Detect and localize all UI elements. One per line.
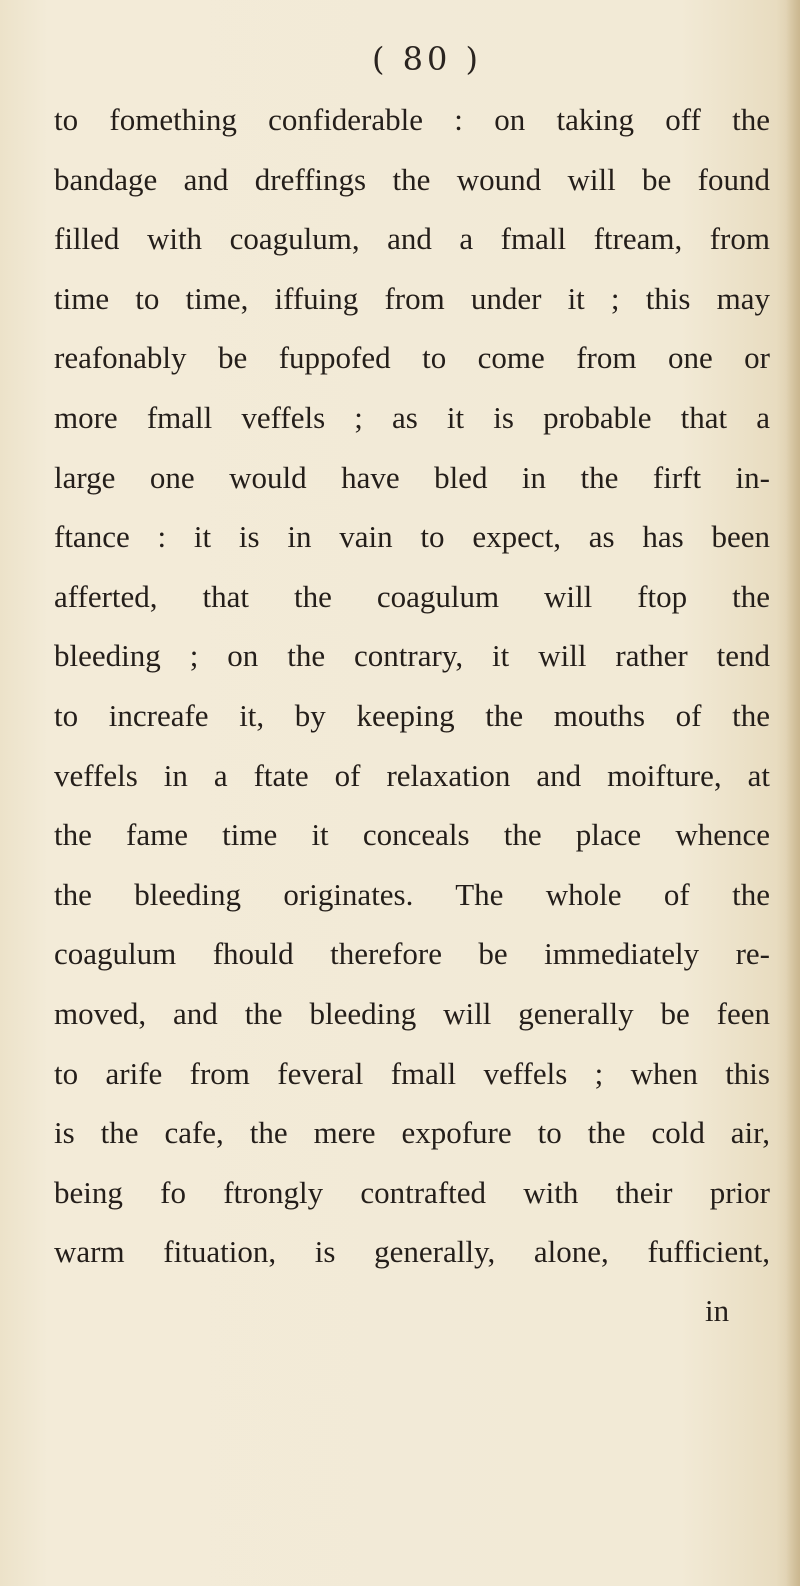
text-line: more fmall veffels ; as it is probable that a xyxy=(54,399,770,435)
body-text xyxy=(54,90,770,1282)
text-line: is the cafe, the mere expofure to the cold air, xyxy=(54,1115,770,1151)
text-line: the fame time it conceals the place whence xyxy=(54,817,770,853)
text-line: being fo ftrongly contrafted with their prior xyxy=(54,1174,770,1210)
page-edge-shadow xyxy=(786,0,800,1586)
text-line: coagulum fhould therefore be immediately re- xyxy=(54,936,770,972)
catchword: in xyxy=(705,1293,730,1328)
text-line: filled with coagulum, and a fmall ftream, from xyxy=(54,221,770,257)
text-line: warm fituation, is generally, alone, fufficient, xyxy=(54,1234,770,1270)
text-line: moved, and the bleeding will generally be feen xyxy=(54,995,770,1031)
text-line: time to time, iffuing from under it ; this may xyxy=(54,280,770,316)
text-line: the bleeding originates. The whole of the xyxy=(54,876,770,912)
text-line: afferted, that the coagulum will ftop the xyxy=(54,578,770,614)
text-line: to fomething confiderable : on taking off the xyxy=(54,102,770,137)
text-line: ftance : it is in vain to expect, as has been xyxy=(54,519,770,555)
page-number: ( 80 ) xyxy=(372,40,483,78)
text-line: bleeding ; on the contrary, it will rather tend xyxy=(54,638,770,674)
text-line: to increafe it, by keeping the mouths of the xyxy=(54,697,770,733)
text-line: to arife from feveral fmall veffels ; when this xyxy=(54,1055,770,1091)
text-line: veffels in a ftate of relaxation and moifture, at xyxy=(54,757,770,793)
text-line: large one would have bled in the firft in- xyxy=(54,459,770,495)
text-line: reafonably be fuppofed to come from one or xyxy=(54,340,770,376)
text-line: bandage and dreffings the wound will be found xyxy=(54,161,770,197)
